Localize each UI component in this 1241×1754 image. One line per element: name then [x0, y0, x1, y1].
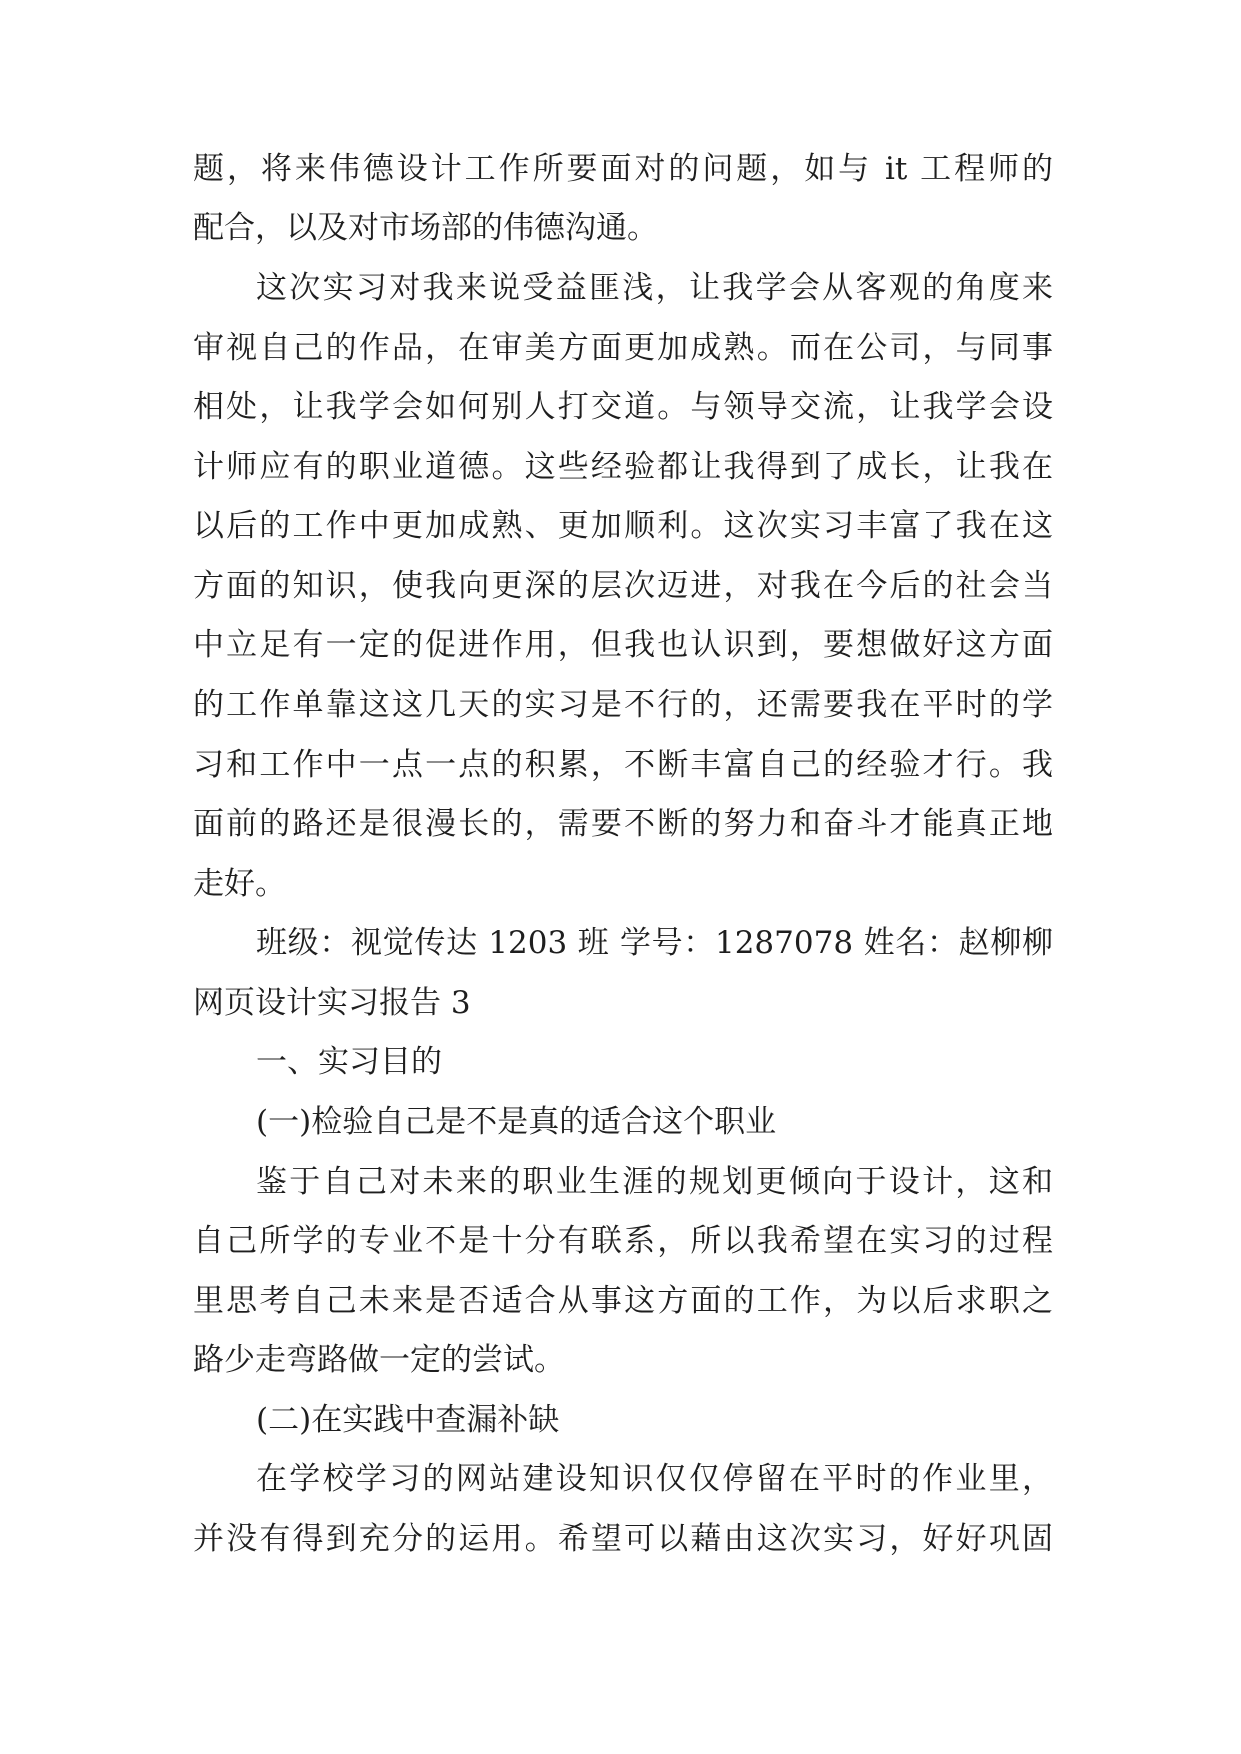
text-line: 面前的路还是很漫长的，需要不断的努力和奋斗才能真正地	[193, 806, 1053, 842]
text-line: 走好。	[193, 866, 286, 902]
text-line: 这次实习对我来说受益匪浅，让我学会从客观的角度来	[256, 270, 1053, 306]
text-line: 自己所学的专业不是十分有联系，所以我希望在实习的过程	[193, 1223, 1053, 1259]
subsection-heading: (一)检验自己是不是真的适合这个职业	[256, 1104, 777, 1140]
text-line: 相处，让我学会如何别人打交道。与领导交流，让我学会设	[193, 389, 1053, 425]
text-line: 习和工作中一点一点的积累，不断丰富自己的经验才行。我	[193, 747, 1053, 783]
text-line: 路少走弯路做一定的尝试。	[193, 1342, 565, 1378]
class-info-line: 班级：视觉传达 1203 班 学号：1287078 姓名：赵柳柳	[256, 925, 1053, 961]
text-line: 里思考自己未来是否适合从事这方面的工作，为以后求职之	[193, 1283, 1053, 1319]
text-line: 计师应有的职业道德。这些经验都让我得到了成长，让我在	[193, 449, 1053, 485]
report-title: 网页设计实习报告 3	[193, 985, 471, 1021]
text-line: 方面的知识，使我向更深的层次迈进，对我在今后的社会当	[193, 568, 1053, 604]
text-line: 在学校学习的网站建设知识仅仅停留在平时的作业里，	[256, 1461, 1053, 1497]
text-line: 审视自己的作品，在审美方面更加成熟。而在公司，与同事	[193, 330, 1053, 366]
text-line: 的工作单靠这这几天的实习是不行的，还需要我在平时的学	[193, 687, 1053, 723]
text-line: 鉴于自己对未来的职业生涯的规划更倾向于设计，这和	[256, 1164, 1053, 1200]
text-line: 中立足有一定的促进作用，但我也认识到，要想做好这方面	[193, 627, 1053, 663]
text-line: 以后的工作中更加成熟、更加顺利。这次实习丰富了我在这	[193, 508, 1053, 544]
section-heading: 一、实习目的	[256, 1044, 442, 1080]
text-line: 题，将来伟德设计工作所要面对的问题，如与 it 工程师的	[193, 151, 1053, 187]
text-line: 并没有得到充分的运用。希望可以藉由这次实习，好好巩固	[193, 1521, 1053, 1557]
subsection-heading: (二)在实践中查漏补缺	[256, 1402, 560, 1438]
text-line: 配合，以及对市场部的伟德沟通。	[193, 210, 658, 246]
